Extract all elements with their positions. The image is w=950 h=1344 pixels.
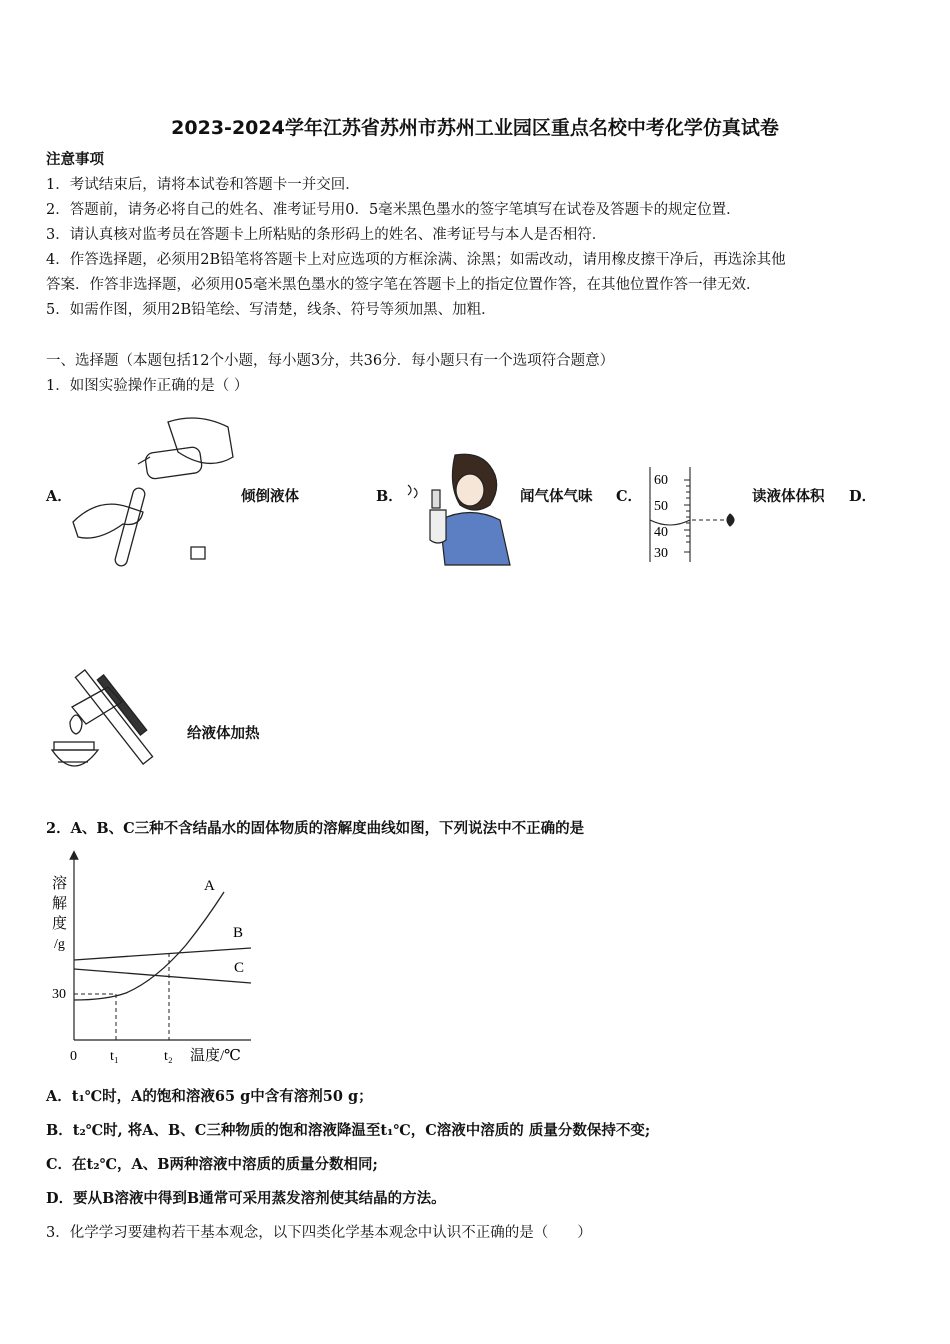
q2-option-c: C．在t₂℃，A、B两种溶液中溶质的质量分数相同; [46,1156,378,1173]
series-line-a [74,892,224,1000]
heat-liquid-illustration [48,662,183,782]
option-b-label: 闻气体气味 [520,488,593,505]
notice-item: 1．考试结束后，请将本试卷和答题卡一并交回． [46,177,360,193]
cylinder-tick-60: 60 [654,473,668,488]
option-c-letter: C． [616,488,643,505]
notice-item: 4．作答选择题，必须用2B铅笔将答题卡上对应选项的方框涂满、涂黑；如需改动，请用橡皮擦干净后，再选涂其他 [46,252,786,268]
notice-item: 答案．作答非选择题，必须用05毫米黑色墨水的签字笔在答题卡上的指定位置作答，在其他位置作答一律无效． [46,277,761,293]
cylinder-tick-40: 40 [654,525,668,540]
notice-item: 2．答题前，请务必将自己的姓名、准考证号用0．5毫米黑色墨水的签字笔填写在试卷及答题卡的规定位置． [46,202,741,218]
y-axis-label: 溶 [52,876,68,892]
question-1-stem: 1．如图实验操作正确的是（ ） [46,378,249,394]
notice-heading: 注意事项 [46,151,104,168]
cylinder-tick-50: 50 [654,499,668,514]
smell-gas-illustration [400,450,518,568]
series-line-b [74,948,251,960]
solubility-chart [46,850,266,1065]
series-line-c [74,969,251,983]
x-tick-t1: t₁ [110,1049,119,1064]
option-a-letter: A． [46,488,72,505]
x-tick-t2: t₂ [164,1049,173,1064]
section-heading: 一、选择题（本题包括12个小题，每小题3分，共36分．每小题只有一个选项符合题意） [46,353,615,369]
q2-option-a: A．t₁℃时，A的饱和溶液65 g中含有溶剂50 g； [46,1088,373,1105]
series-label-b: B [233,925,244,941]
question-3-stem: 3．化学学习要建构若干基本观念，以下四类化学基本观念中认识不正确的是（ ） [46,1225,592,1241]
pour-liquid-illustration [68,412,248,572]
option-a-label: 倾倒液体 [241,488,299,505]
option-d-letter: D． [849,488,877,505]
y-tick-30: 30 [52,987,66,1002]
series-label-a: A [204,878,215,894]
series-label-c: C [234,960,245,976]
graduated-cylinder-illustration [648,462,752,566]
page-title: 2023-2024学年江苏省苏州市苏州工业园区重点名校中考化学仿真试卷 [171,117,779,139]
svg-text:解: 解 [52,896,68,912]
origin-label: 0 [70,1049,77,1064]
cylinder-tick-30: 30 [654,546,668,561]
svg-text:度: 度 [52,916,68,932]
q2-option-b: B．t₂℃时, 将A、B、C三种物质的饱和溶液降温至t₁℃，C溶液中溶质的 质量分数保持不变; [46,1122,651,1139]
notice-item: 3．请认真核对监考员在答题卡上所粘贴的条形码上的姓名、准考证号与本人是否相符． [46,227,607,243]
svg-text:/g: /g [54,937,65,952]
option-c-label: 读液体体积 [752,488,825,505]
notice-item: 5．如需作图，须用2B铅笔绘、写清楚，线条、符号等须加黑、加粗． [46,302,496,318]
option-b-letter: B． [376,488,403,505]
x-axis-label: 温度/℃ [190,1048,241,1064]
question-2-stem: 2．A、B、C三种不含结晶水的固体物质的溶解度曲线如图，下列说法中不正确的是 [46,820,585,837]
option-d-label: 给液体加热 [187,725,260,742]
q2-option-d: D．要从B溶液中得到B通常可采用蒸发溶剂使其结晶的方法。 [46,1190,446,1207]
